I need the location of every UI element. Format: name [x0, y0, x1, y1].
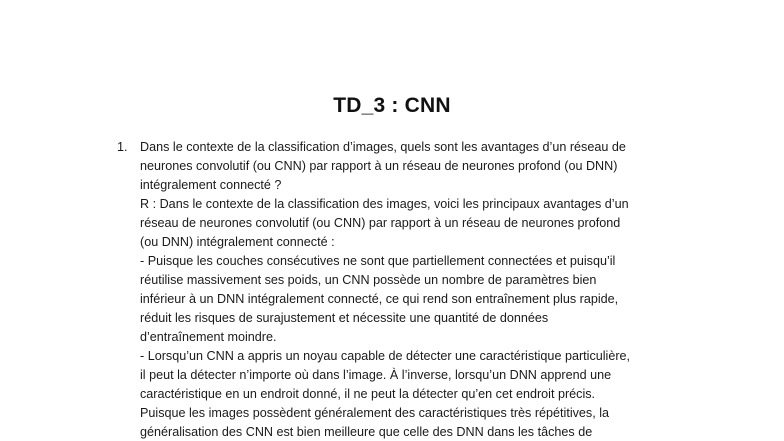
text-line: réutilise massivement ses poids, un CNN possède un nombre de paramètres bien: [140, 273, 597, 287]
text-line: il peut la détecter n’importe où dans l’image. À l’inverse, lorsqu’un DNN apprend une: [140, 368, 612, 382]
text-line: (ou DNN) intégralement connecté :: [140, 235, 335, 249]
text-line: inférieur à un DNN intégralement connecté, ce qui rend son entraînement plus rapide,: [140, 292, 619, 306]
text-line: Puisque les images possèdent généralement des caractéristiques très répétitives, la: [140, 406, 610, 420]
document-title: TD_3 : CNN: [333, 94, 451, 117]
question-answer-text: [140, 138, 730, 441]
text-line: réduit les risques de surajustement et nécessite une quantité de données: [140, 311, 549, 325]
text-line: neurones convolutif (ou CNN) par rapport à un réseau de neurones profond (ou DNN): [140, 159, 618, 173]
text-line: intégralement connecté ?: [140, 178, 282, 192]
text-line: caractéristique en un endroit donné, il ne peut la détecter qu’en cet endroit précis.: [140, 387, 596, 401]
text-line: - Puisque les couches consécutives ne sont que partiellement connectées et puisqu’il: [140, 254, 616, 268]
text-line: généralisation des CNN est bien meilleure que celle des DNN dans les tâches de: [140, 425, 593, 439]
text-line: Dans le contexte de la classification d’images, quels sont les avantages d’un réseau de: [140, 140, 626, 154]
text-line: réseau de neurones convolutif (ou CNN) par rapport à un réseau de neurones profond: [140, 216, 621, 230]
text-line: - Lorsqu’un CNN a appris un noyau capable de détecter une caractéristique particulière,: [140, 349, 631, 363]
text-line: R : Dans le contexte de la classification des images, voici les principaux avantages d’un: [140, 197, 629, 211]
text-line: d’entraînement moindre.: [140, 330, 277, 344]
question-number: 1.: [117, 140, 128, 154]
